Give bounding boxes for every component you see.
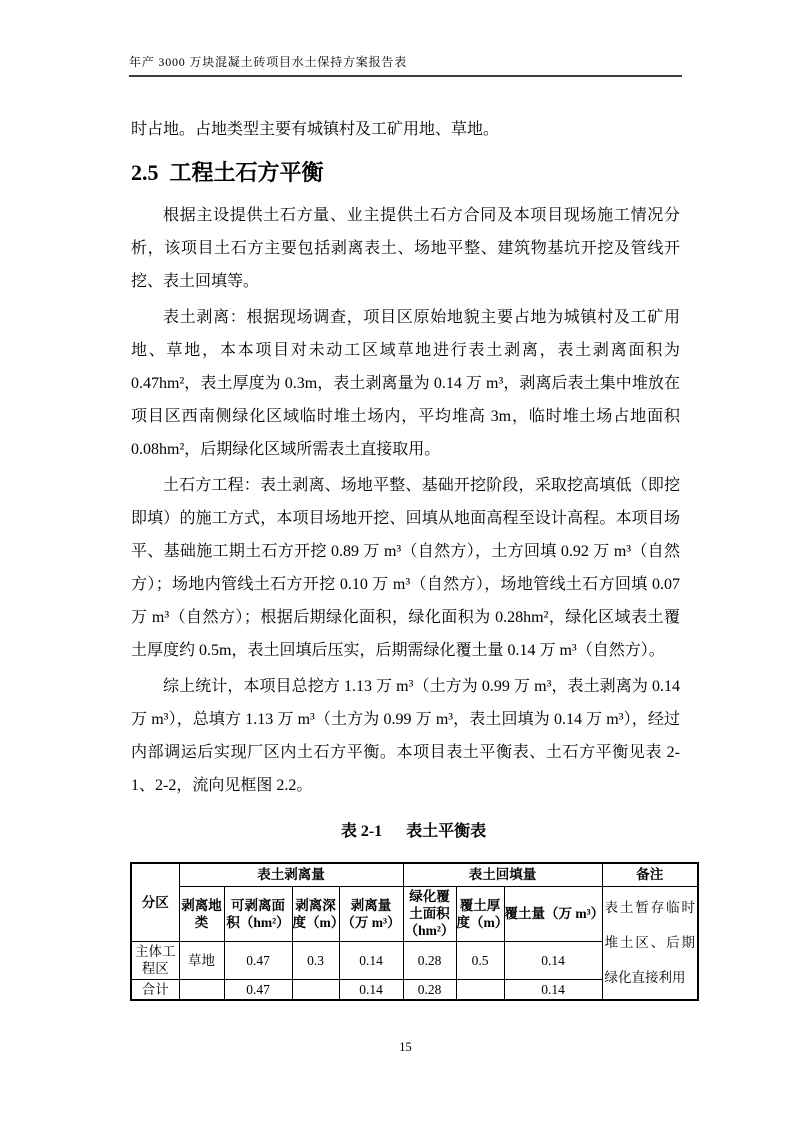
cell-greening-cover-area: 0.28 (403, 941, 456, 979)
cell-strip-depth (292, 979, 339, 1000)
cell-cover-volume: 0.14 (504, 941, 602, 979)
group-header-stripping: 表土剥离量 (179, 863, 403, 886)
cell-strippable-area: 0.47 (224, 941, 292, 979)
cell-strip-volume: 0.14 (339, 941, 403, 979)
cell-strip-depth: 0.3 (292, 941, 339, 979)
table-caption-label: 表 2-1 (340, 823, 383, 840)
table-caption-title: 表土平衡表 (406, 823, 487, 840)
paragraph-earthwork-overview: 根据主设提供土石方量、业主提供土石方合同及本项目现场施工情况分析，该项目土石方主要包括剥离表土、场地平整、建筑物基坑开挖及管线开挖、表土回填等。 (131, 207, 680, 290)
table-group-header-row (131, 863, 698, 886)
col-header-strip-depth: 剥离深度（m） (292, 886, 339, 941)
col-header-cover-thickness: 覆土厚度（m） (456, 886, 504, 941)
cell-landtype (179, 979, 224, 1000)
page-header (129, 55, 682, 77)
paragraph-summary: 综上统计，本项目总挖方 1.13 万 m³（土方为 0.99 万 m³，表土剥离为 0.14 万 m³），总填方 1.13 万 m³（土方为 0.99 万 m³，表土回填为 0.14 万 m³），经过内部调运后实现厂区内土石方平衡。本项目表土平衡表、土石方平衡见表 2-1、2-2，流向见框图 2.2。 (131, 678, 680, 794)
col-header-zone: 分区 (131, 863, 179, 941)
col-header-strip-volume: 剥离量（万 m³） (339, 886, 403, 941)
table-caption (130, 819, 697, 845)
page-number: 15 (399, 1040, 412, 1054)
col-header-strippable-area: 可剥离面积（hm²） (224, 886, 292, 941)
col-header-note: 备注 (602, 863, 698, 886)
cell-cover-volume: 0.14 (504, 979, 602, 1000)
col-header-strip-landtype: 剥离地类 (179, 886, 224, 941)
paragraph-topsoil-stripping: 表土剥离：根据现场调查，项目区原始地貌主要占地为城镇村及工矿用地、草地，本本项目对未动工区域草地进行表土剥离，表土剥离面积为 0.47hm²，表土厚度为 0.3m，表土剥离量为 0.14 万 m³，剥离后表土集中堆放在项目区西南侧绿化区域临时堆土场内，平均堆高 3m，临时堆土场占地面积 0.08hm²，后期绿化区域所需表土直接取用。 (131, 309, 680, 458)
page-header-title: 年产 3000 万块混凝土砖项目水土保持方案报告表 (129, 55, 408, 69)
cell-strip-volume: 0.14 (339, 979, 403, 1000)
cell-greening-cover-area: 0.28 (403, 979, 456, 1000)
cell-cover-thickness (456, 979, 504, 1000)
table-sub-header-row (131, 886, 698, 941)
topsoil-balance-table (130, 862, 699, 1001)
cell-cover-thickness: 0.5 (456, 941, 504, 979)
cell-strippable-area: 0.47 (224, 979, 292, 1000)
page-content (131, 113, 696, 1001)
col-header-greening-cover-area: 绿化覆土面积（hm²） (403, 886, 456, 941)
cell-zone: 主体工程区 (131, 941, 179, 979)
col-header-cover-volume: 覆土量（万 m³） (504, 886, 602, 941)
group-header-backfill: 表土回填量 (403, 863, 602, 886)
section-heading: 2.5 工程土石方平衡 (131, 160, 324, 185)
paragraph-continued: 时占地。占地类型主要有城镇村及工矿用地、草地。 (131, 121, 500, 138)
cell-landtype: 草地 (179, 941, 224, 979)
note-cell: 表土暂存临时堆土区、后期绿化直接利用 (602, 886, 698, 1000)
cell-zone-total: 合计 (131, 979, 179, 1000)
paragraph-earthwork-project: 土石方工程：表土剥离、场地平整、基础开挖阶段，采取挖高填低（即挖即填）的施工方式，本项目场地开挖、回填从地面高程至设计高程。本项目场平、基础施工期土石方开挖 0.89 万 m³（自然方），土方回填 0.92 万 m³（自然方）；场地内管线土石方开挖 0.10 万 m³（自然方），场地管线土石方回填 0.07 万 m³（自然方）；根据后期绿化面积，绿化面积为 0.28hm²，绿化区域表土覆土厚度约 0.5m，表土回填后压实，后期需绿化覆土量 0.14 万 m³（自然方）。 (131, 477, 680, 659)
